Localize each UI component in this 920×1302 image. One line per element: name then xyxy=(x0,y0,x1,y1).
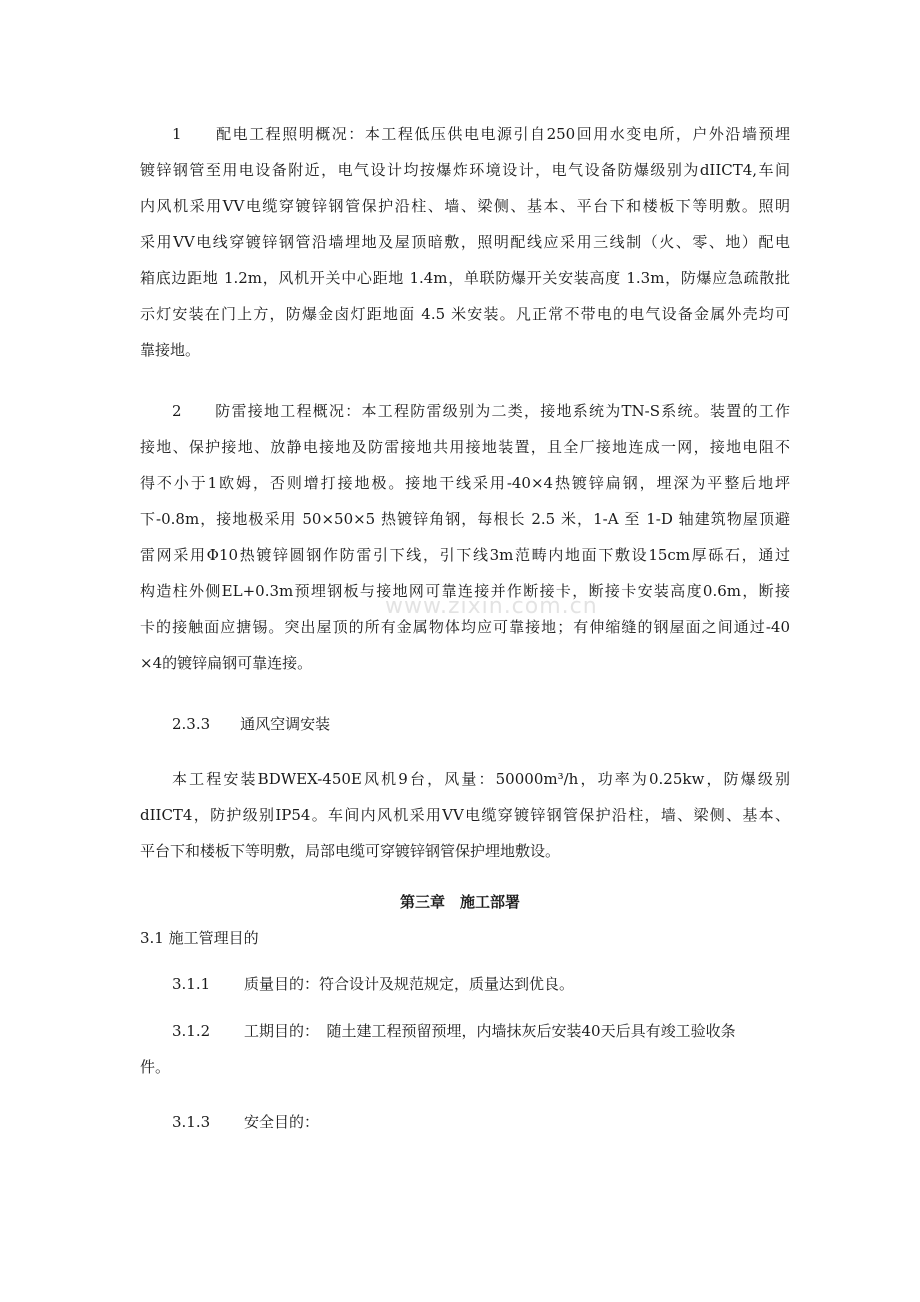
paragraph-line: 采用VV电线穿镀锌钢管沿墙埋地及屋顶暗敷，照明配线应采用三线制（火、零、地）配电 xyxy=(140,233,790,251)
paragraph-line: 平台下和楼板下等明敷，局部电缆可穿镀锌钢管保护埋地敷设。 xyxy=(140,842,561,860)
section-heading: 2.3.3 通风空调安装 xyxy=(172,715,331,733)
paragraph-line: 得不小于1欧姆，否则增打接地极。接地干线采用-40×4热镀锌扁钢，埋深为平整后地坪 xyxy=(140,474,790,492)
paragraph-line: 下-0.8m，接地极采用 50×50×5 热镀锌角钢，每根长 2.5 米，1-A 至 1-D 轴建筑物屋顶避 xyxy=(140,510,790,528)
item-number: 3.1.1 xyxy=(172,975,211,993)
item-text: 工期目的： 随土建工程预留预埋，内墙抹灰后安装40天后具有竣工验收条 xyxy=(244,1022,736,1040)
paragraph-line: 构造柱外侧EL+0.3m预埋钢板与接地网可靠连接并作断接卡，断接卡安装高度0.6m，断接 xyxy=(140,582,790,600)
paragraph-line: ×4的镀锌扁钢可靠连接。 xyxy=(140,654,313,672)
paragraph-line: 雷网采用Φ10热镀锌圆钢作防雷引下线，引下线3m范畴内地面下敷设15cm厚砾石，通过 xyxy=(140,546,790,564)
paragraph-line: 本工程安装BDWEX-450E风机9台，风量：50000m³/h，功率为0.25kw，防爆级别 xyxy=(172,770,790,788)
paragraph-line: 靠接地。 xyxy=(140,341,201,359)
paragraph-line: 2 防雷接地工程概况：本工程防雷级别为二类，接地系统为TN-S系统。装置的工作 xyxy=(172,402,790,420)
paragraph-line: 镀锌钢管至用电设备附近，电气设计均按爆炸环境设计，电气设备防爆级别为dIICT4,车间 xyxy=(140,161,790,179)
item-number: 3.1.3 xyxy=(172,1113,211,1131)
watermark: www.zixin.com.cn xyxy=(385,594,598,619)
paragraph-line: 示灯安装在门上方，防爆金卤灯距地面 4.5 米安装。凡正常不带电的电气设备金属外壳均可 xyxy=(140,305,790,323)
paragraph-line: dIICT4，防护级别IP54。车间内风机采用VV电缆穿镀锌钢管保护沿柱，墙、梁侧、基本、 xyxy=(140,806,790,824)
item-text: 安全目的： xyxy=(244,1113,320,1131)
item-text: 质量目的：符合设计及规范规定，质量达到优良。 xyxy=(244,975,575,993)
item-text-continued: 件。 xyxy=(140,1058,171,1076)
paragraph-line: 接地、保护接地、放静电接地及防雷接地共用接地装置，且全厂接地连成一网，接地电阻不 xyxy=(140,438,790,456)
chapter-heading: 第三章 施工部署 xyxy=(399,893,520,911)
section-heading: 3.1 施工管理目的 xyxy=(140,929,259,947)
paragraph-line: 1 配电工程照明概况：本工程低压供电电源引自250回用水变电所，户外沿墙预埋 xyxy=(172,125,790,143)
paragraph-line: 内风机采用VV电缆穿镀锌钢管保护沿柱、墙、梁侧、基本、平台下和楼板下等明敷。照明 xyxy=(140,197,790,215)
paragraph-line: 卡的接触面应搪锡。突出屋顶的所有金属物体均应可靠接地；有伸缩缝的钢屋面之间通过-40 xyxy=(140,618,790,636)
paragraph-line: 箱底边距地 1.2m，风机开关中心距地 1.4m，单联防爆开关安装高度 1.3m，防爆应急疏散批 xyxy=(140,269,790,287)
item-number: 3.1.2 xyxy=(172,1022,211,1040)
